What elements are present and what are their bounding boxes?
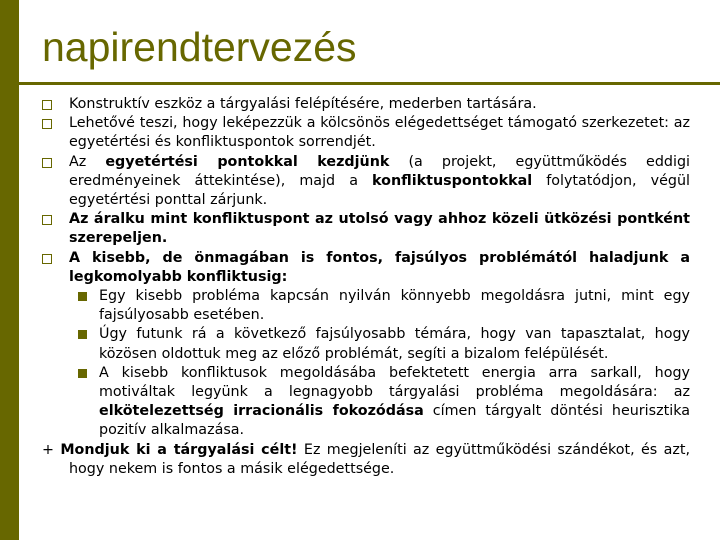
- text-segment: Az: [69, 153, 106, 170]
- bullet-item: [42, 249, 690, 287]
- bold-text-segment: Mondjuk ki a tárgyalási célt!: [60, 441, 298, 458]
- text-segment: folytatódjon, végül egyetértési ponttal zárjunk.: [69, 172, 690, 209]
- bold-text-segment: egyetértési pontokkal kezdjünk: [105, 153, 390, 170]
- filled-square-bullet-icon: [78, 292, 87, 301]
- text-segment: (a projekt, együttműködés eddigi eredményeinek áttekintése), majd a: [69, 153, 690, 189]
- sub-bullet-text: [99, 365, 690, 439]
- bullet-item: [42, 210, 690, 248]
- left-accent-bar: [0, 0, 19, 540]
- bullet-text: [69, 154, 690, 208]
- filled-square-bullet-icon: [78, 330, 87, 339]
- bullet-item: [42, 114, 690, 152]
- closing-note: [42, 441, 690, 479]
- sub-bullet-item: [42, 364, 690, 441]
- text-segment: címen tárgyalt döntési heurisztika pozitív alkalmazása.: [99, 403, 690, 439]
- bold-text-segment: A kisebb, de önmagában is fontos, fajsúlyos problémától haladjunk a legkomolyabb konfliktusig:: [69, 249, 690, 285]
- title-underline: [19, 82, 720, 85]
- text-segment: Úgy futunk rá a következő fajsúlyosabb témára, hogy van tapasztalat, hogy közösen oldottuk meg az előző problémát, segíti a bizalom felépülését.: [99, 326, 690, 362]
- bullet-text: [69, 250, 690, 285]
- text-segment: Ez megjeleníti az együttműködési szándékot, és azt, hogy nekem is fontos a másik elégedettsége.: [69, 441, 690, 477]
- text-segment: Lehetővé teszi, hogy leképezzük a kölcsönös elégedettséget támogató szerkezetet: az egyetértési és konfliktuspontok sorrendjét.: [69, 115, 690, 151]
- bold-text-segment: elkötelezettség irracionális fokozódása: [99, 403, 424, 420]
- text-segment: +: [42, 441, 61, 458]
- bullet-item: [42, 153, 690, 211]
- text-segment: Konstruktív eszköz a tárgyalási felépítésére, mederben tartására.: [69, 96, 537, 112]
- bold-text-segment: konfliktuspontokkal: [372, 172, 533, 189]
- sub-bullet-item: [42, 325, 690, 363]
- bold-text-segment: Az áralku mint konfliktuspont az utolsó vagy ahhoz közeli ütközési pontként szerepeljen.: [69, 211, 690, 247]
- hollow-square-bullet-icon: [42, 158, 52, 168]
- hollow-square-bullet-icon: [42, 215, 52, 225]
- filled-square-bullet-icon: [78, 369, 87, 378]
- hollow-square-bullet-icon: [42, 100, 52, 110]
- sub-bullet-item: [42, 287, 690, 325]
- slide-title: napirendtervezés: [42, 24, 357, 70]
- bullet-text: [69, 211, 690, 246]
- slide-content: [42, 95, 690, 479]
- sub-bullet-text: [99, 288, 690, 323]
- hollow-square-bullet-icon: [42, 254, 52, 264]
- bullet-text: [69, 96, 537, 112]
- sub-bullet-text: [99, 326, 690, 361]
- text-segment: A kisebb konfliktusok megoldásába befektetett energia arra sarkall, hogy motiváltak legyünk a legnagyobb tárgyalási probléma megoldására: az: [99, 364, 690, 401]
- bullet-text: [69, 115, 690, 150]
- closing-text: [42, 442, 690, 477]
- text-segment: Egy kisebb probléma kapcsán nyilván könnyebb megoldásra jutni, mint egy fajsúlyosabb esetében.: [99, 288, 690, 324]
- hollow-square-bullet-icon: [42, 119, 52, 129]
- bullet-item: [42, 95, 690, 114]
